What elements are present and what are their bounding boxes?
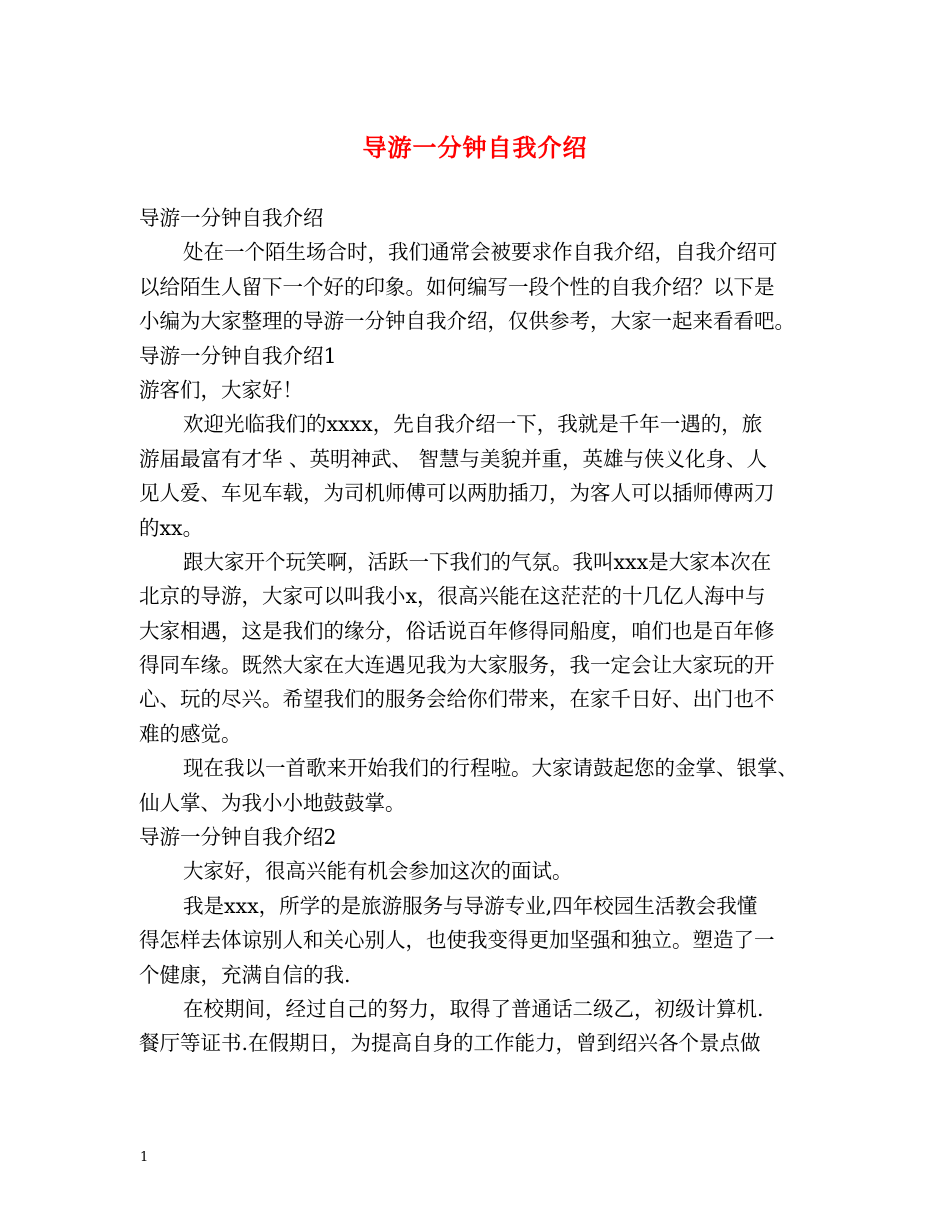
paragraph-line: 仙人掌、为我小小地鼓鼓掌。	[139, 790, 406, 815]
paragraph-line: 个健康，充满自信的我.	[139, 962, 351, 987]
paragraph-line: 在校期间，经过自己的努力，取得了普通话二级乙，初级计算机.	[183, 996, 764, 1021]
paragraph-line: 大家好，很高兴能有机会参加这次的面试。	[183, 859, 573, 884]
paragraph-line: 心、玩的尽兴。希望我们的服务会给你们带来，在家千日好、出门也不	[139, 687, 775, 712]
paragraph-line: 游客们，大家好！	[139, 377, 303, 402]
paragraph-line: 游届最富有才华 、英明神武、 智慧与美貌并重，英雄与侠义化身、人	[139, 446, 768, 471]
paragraph-line: 小编为大家整理的导游一分钟自我介绍，仅供参考，大家一起来看看吧。	[139, 309, 795, 334]
paragraph-line: 处在一个陌生场合时，我们通常会被要求作自我介绍，自我介绍可	[183, 240, 778, 265]
document-body	[139, 201, 819, 1061]
paragraph-line: 跟大家开个玩笑啊，活跃一下我们的气氛。我叫xxx是大家本次在	[183, 549, 772, 574]
paragraph-line: 得怎样去体谅别人和关心别人，也使我变得更加坚强和独立。塑造了一	[139, 928, 775, 953]
paragraph-line: 现在我以一首歌来开始我们的行程啦。大家请鼓起您的金掌、银掌、	[183, 756, 798, 781]
section-heading-1: 导游一分钟自我介绍1	[139, 343, 337, 368]
paragraph-line: 北京的导游，大家可以叫我小x，很高兴能在这茫茫的十几亿人海中与	[139, 584, 766, 609]
paragraph-line: 得同车缘。既然大家在大连遇见我为大家服务，我一定会让大家玩的开	[139, 653, 775, 678]
paragraph-line: 大家相遇，这是我们的缘分，俗话说百年修得同船度，咱们也是百年修	[139, 618, 775, 643]
paragraph-line: 难的感觉。	[139, 721, 242, 746]
paragraph-line: 的xx。	[139, 515, 204, 540]
section-heading-2: 导游一分钟自我介绍2	[139, 825, 337, 850]
paragraph-line: 餐厅等证书.在假期日，为提高自身的工作能力，曾到绍兴各个景点做	[139, 1031, 761, 1056]
page-number: 1	[140, 1150, 149, 1165]
paragraph-line: 欢迎光临我们的xxxx，先自我介绍一下，我就是千年一遇的，旅	[183, 412, 763, 437]
paragraph-line: 我是xxx，所学的是旅游服务与导游专业,四年校园生活教会我懂	[183, 893, 758, 918]
document-title: 导游一分钟自我介绍	[362, 133, 588, 162]
paragraph-line: 见人爱、车见车载，为司机师傅可以两肋插刀，为客人可以插师傅两刀	[139, 481, 775, 506]
paragraph-line: 以给陌生人留下一个好的印象。如何编写一段个性的自我介绍？以下是	[139, 274, 775, 299]
heading-line: 导游一分钟自我介绍	[139, 206, 324, 230]
